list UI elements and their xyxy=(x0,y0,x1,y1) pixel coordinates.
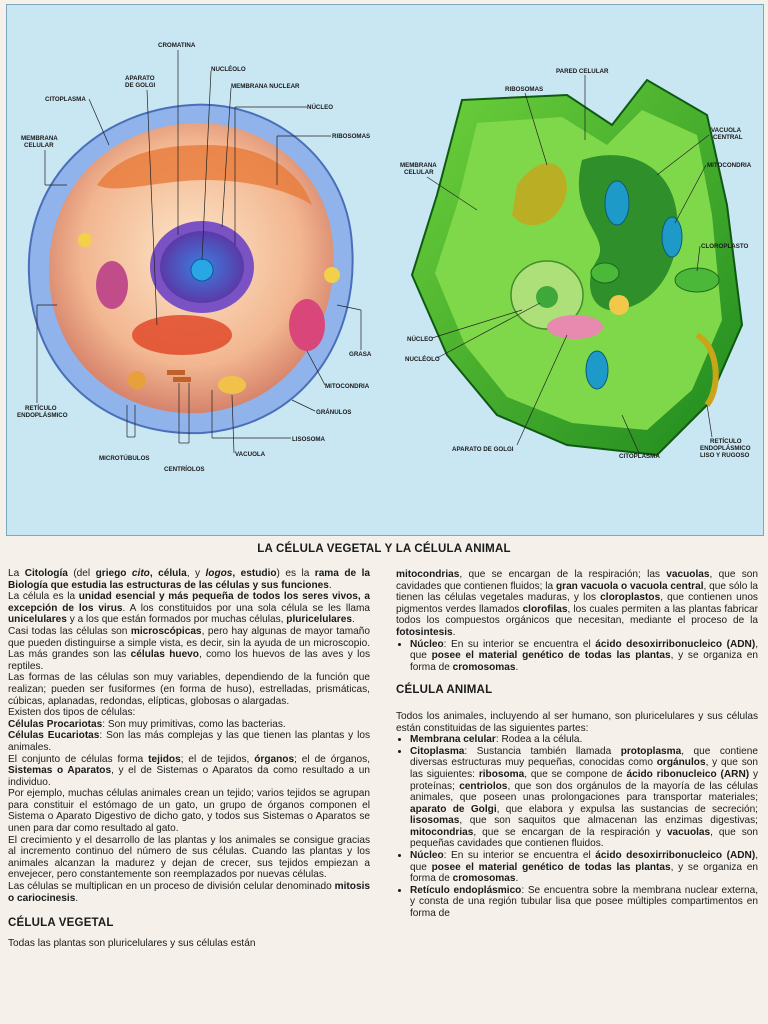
paragraph: Todas las plantas son pluricelulares y sus células están xyxy=(8,937,256,949)
list-item: • Retículo endoplásmico: Se encuentra sobre la membrana nuclear externa, y consta de una región tubular lisa que posee múltiples compartimentos en forma de xyxy=(410,885,758,920)
article-title: LA CÉLULA VEGETAL Y LA CÉLULA ANIMAL xyxy=(257,543,511,555)
label-nucleo-plant: NÚCLEO xyxy=(407,336,434,343)
plant-nucleolus xyxy=(536,286,558,308)
paragraph: Las células se multiplican en un proceso de división celular denominado mitosis o cariocinesis. xyxy=(8,881,370,904)
list-item: • Núcleo: En su interior se encuentra el ácido desoxirribonucleico (ADN), que posee el material genético de todas las plantas, y se organiza en forma de cromosomas. xyxy=(410,639,758,674)
animal-lysosome xyxy=(128,371,146,389)
plant-cell xyxy=(412,80,742,455)
label-membrana-celular-animal-1: MEMBRANA xyxy=(21,135,58,142)
label-grasa: GRASA xyxy=(349,351,372,358)
paragraph: Las formas de las células son muy variables, dependiendo de la función que realizan; pueden ser fusiformes (en forma de huso), estrelladas, prismáticas, cúbicas, aplanadas, redondas, elípticas, globosas o alargadas. xyxy=(8,672,370,707)
label-golgi-animal-2: DE GOLGI xyxy=(125,82,156,89)
label-vacuola-animal: VACUOLA xyxy=(235,451,266,458)
animal-cell xyxy=(29,105,353,433)
label-reticulo-animal-2: ENDOPLÁSMICO xyxy=(17,412,68,419)
animal-golgi-apparatus xyxy=(132,315,232,355)
label-reticulo-animal-1: RETÍCULO xyxy=(25,405,57,412)
cell-diagram-svg xyxy=(7,5,763,535)
article-column-right xyxy=(396,569,758,920)
plant-mitochondria-2 xyxy=(662,217,682,257)
animal-mitochondria xyxy=(289,299,325,351)
animal-centriole-2 xyxy=(173,377,191,382)
label-membrana-celular-plant-2: CELULAR xyxy=(404,169,434,176)
paragraph: El crecimiento y el desarrollo de las plantas y los animales se consigue gracias al incremento continuo del número de sus células. Cuando las plantas y los animales alcanzan la madurez y dejan de crecer, sus tejidos empiezan a envejecer, pero constantemente son reemplazados por nuevas células. xyxy=(8,834,370,881)
label-membrana-nuclear: MEMBRANA NUCLEAR xyxy=(231,83,300,90)
label-nucleolo-plant: NUCLÉOLO xyxy=(405,356,440,363)
label-reticulo-plant-2: ENDOPLÁSMICO xyxy=(700,445,751,452)
label-lisosoma: LISOSOMA xyxy=(292,436,326,443)
label-reticulo-plant-1: RETÍCULO xyxy=(710,438,742,445)
label-citoplasma-plant: CITOPLASMA xyxy=(619,453,660,460)
article-column-left xyxy=(8,568,370,949)
label-mitocondria-animal: MITOCONDRIA xyxy=(325,383,370,390)
label-nucleo-animal: NÚCLEO xyxy=(307,104,334,111)
label-reticulo-plant-3: LISO Y RUGOSO xyxy=(700,452,750,459)
label-membrana-celular-plant-1: MEMBRANA xyxy=(400,162,437,169)
paragraph: Por ejemplo, muchas células animales crean un tejido; varios tejidos se agrupan para constituir el estómago de un gato, un grupo de órganos componen el Sistema o Aparato Digestivo de dicho gato, y todos sus Sistemas o Aparatos se unen para dar como resultado al gato. xyxy=(8,788,370,835)
label-centriolos: CENTRÍOLOS xyxy=(164,466,205,473)
paragraph: Células Procariotas: Son muy primitivas, como las bacterias. xyxy=(8,718,286,730)
paragraph: El conjunto de células forma tejidos; el de tejidos, órganos; el de órganos, Sistemas o Aparatos, y el de Sistemas o Aparatos da como resultado a un individuo. xyxy=(8,753,370,788)
paragraph: La célula es la unidad esencial y más pequeña de todos los seres vivos, a excepción de los virus. A los constituidos por una sola célula se les llama unicelulares y a los que están formados por muchas células, pluricelulares. xyxy=(8,591,370,626)
list-item: • Citoplasma: Sustancia también llamada protoplasma, que contiene diversas estructuras muy pequeñas, conocidas como orgánulos, y que son las siguientes: ribosoma, que se compone de ácido ribonucleico (ARN) y proteínas; centriolos, que son dos orgánulos de la mayoría de las células animales, que poseen unas prolongaciones para transportar materiales; aparato de Golgi, que elabora y expulsa las sustancias de secreción; lisosomas, que son saquitos que almacenan las enzimas digestivas; mitocondrias, que se encargan de la respiración y vacuolas, que son pequeñas cavidades que contienen fluidos. xyxy=(410,746,758,850)
label-golgi-plant: APARATO DE GOLGI xyxy=(452,446,514,453)
label-membrana-celular-animal-2: CELULAR xyxy=(24,142,54,149)
list-item: • Membrana celular: Rodea a la célula. xyxy=(410,734,758,746)
label-golgi-animal-1: APARATO xyxy=(125,75,155,82)
label-granulos: GRÁNULOS xyxy=(316,409,352,416)
label-vacuola-central-2: CENTRAL xyxy=(713,134,743,141)
paragraph: Células Eucariotas: Son las más complejas y las que tienen las plantas y los animales. xyxy=(8,730,370,753)
plant-mitochondria-3 xyxy=(586,351,608,389)
animal-mitochondria-2 xyxy=(96,261,128,309)
animal-centriole xyxy=(167,370,185,375)
label-mitocondria-plant: MITOCONDRIA xyxy=(707,162,752,169)
list-vegetal xyxy=(396,639,758,674)
label-nucleolo-animal: NUCLÉOLO xyxy=(211,66,246,73)
paragraph: mitocondrias, que se encargan de la respiración; las vacuolas, que son cavidades que contienen fluidos; la gran vacuola o vacuola central, que sólo la tienen las células vegetales maduras, y los cloroplastos, que contienen unos pigmentos verdes llamados clorofilas, los cuales permiten a las plantas fabricar todos los compuestos orgánicos que necesitan, mediante el proceso de la fotosintesis. xyxy=(396,569,759,638)
plant-mitochondria xyxy=(605,181,629,225)
label-ribosomas-animal: RIBOSOMAS xyxy=(332,133,371,140)
list-animal xyxy=(396,734,758,920)
plant-chloroplast xyxy=(675,268,719,292)
label-pared-celular: PARED CELULAR xyxy=(556,68,609,75)
paragraph: Casi todas las células son microscópicas, pero hay algunas de mayor tamaño que pueden distinguirse a simple vista, es decir, sin la ayuda de un microscopio. Las más grandes son las células huevo, como los huevos de las aves y los reptiles. xyxy=(8,625,370,672)
cell-illustration xyxy=(6,4,764,536)
label-ribosomas-plant: RIBOSOMAS xyxy=(505,86,544,93)
plant-vesicle xyxy=(609,295,629,315)
section-heading-vegetal: CÉLULA VEGETAL xyxy=(8,917,114,930)
label-microtubulos: MICROTÚBULOS xyxy=(99,455,150,462)
paragraph: La Citología (del griego cito, célula, y logos, estudio) es la rama de la Biología que estudia las estructuras de las células y sus funciones. xyxy=(8,568,370,591)
plant-chloroplast-2 xyxy=(591,263,619,283)
animal-fat-droplet-2 xyxy=(78,233,92,247)
animal-vacuole xyxy=(218,376,246,394)
section-heading-animal: CÉLULA ANIMAL xyxy=(396,684,493,697)
plant-golgi xyxy=(547,315,603,339)
label-cloroplasto: CLOROPLASTO xyxy=(701,243,749,250)
paragraph: Existen dos tipos de células: xyxy=(8,707,136,719)
animal-fat-droplet xyxy=(324,267,340,283)
paragraph: Todos los animales, incluyendo al ser humano, son pluricelulares y sus células están constituidas de las siguientes partes: xyxy=(396,710,758,734)
label-cromatina: CROMATINA xyxy=(158,42,196,49)
list-item: • Núcleo: En su interior se encuentra el ácido desoxirribonucleico (ADN), que posee el material genético de todas las plantas, y se organiza en forma de cromosomas. xyxy=(410,850,758,885)
label-citoplasma-animal: CITOPLASMA xyxy=(45,96,86,103)
animal-nucleolus xyxy=(191,259,213,281)
label-vacuola-central-1: VACUOLA xyxy=(711,127,742,134)
